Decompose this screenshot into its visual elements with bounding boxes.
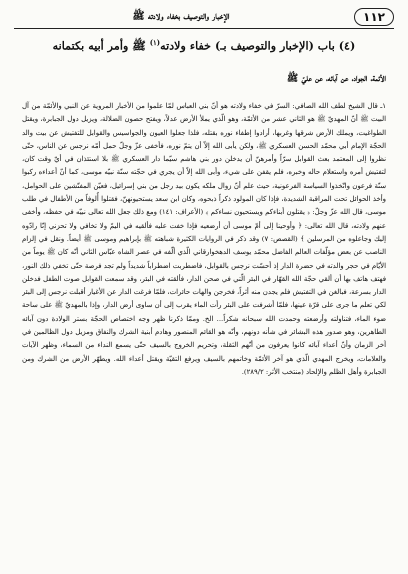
chapter-title-rest: ﷺ وأمر أبيه بكتمانه [52, 38, 146, 53]
page-header [14, 6, 394, 29]
running-title: الإخبار والتوصيف بخفاء ولادته ﷺ [132, 11, 230, 22]
chapter-title-main: (٤) باب (الإخبار والتوصيف بـ) خفاء ولادته [160, 38, 356, 53]
chapter-title [30, 38, 378, 56]
page-number: ١١٢ [354, 8, 394, 26]
imams-line: الأئمة، الجواد، عن آبائه، عن عليّ ﷺ [286, 73, 386, 84]
footnote-marker: (١) [149, 38, 161, 47]
body-paragraph: ١ـ قال الشيخ لطف الله الصافي: السرّ في خفاء ولادته هو أنّ بني العباس لمّا علموا من الأخبار المروية عن النبي والأئمّة من آل البيت ﷺ أنّ المهديّ ﷺ هو الثاني عشر من الأئمّة، وهو الّذي يملأ الأرض عدلاً، ويفتح حصون الضلالة، ويزيل دول الجبابرة، ويقتل الطواغيت، ويملك الأرض شرقها وغربها، أرادوا إطفاء نوره بقتله، فلذا جعلوا العيون والجواسيس والقوابل للتفتيش عن بيت والد الحجّة الإمام أبي محمّد الحسن العسكري ﷺ، ولكن يأبى الله إلاّ أن يتمّ نوره، فأخفى عزّ وجلّ حمل أمّه نرجس عن الناس، حتّى نظروا إلى المعتمد بعث القوابل سرّاً وأمرهنّ أن يدخلن دور بني هاشم سيّما دار العسكري ﷺ بلا استئذان في أيّ وقت كان، لتفتيش أمره واستعلام حاله وخبره، فلم يقفن على شيء، وأبى الله إلاّ أن يجري في حجّته سنّة نبيّه موسى، كما أنّ أعداءه ركبوا سنّة فرعون واتّخذوا السياسة الفرعونية، حيث علم أنّ زوال ملكه يكون بيد رجل من بني إسرائيل، فعيّن المفتّشين على الحوامل، وأخذ الحوائل تحت المراقبة الشديدة، فإذا كان المولود ذكراً ذبحوه، وكان ابن سعد يستحيونهنّ، فقتلوا أُلوفاً من الأطفال في طلب موسى، قال الله عزّ وجلّ: ﴿ يقتلون أبناءكم ويستحيون نساءكم ﴾ (الأعراف: ١٤١) ومع ذلك جعل الله تعالى نبيّه في حفظه، وأخفى عنهم ولادته، قال الله تعالى: ﴿ وأوحينا إلى أمّ موسى أن أرضعيه فإذا خفت عليه فألقيه في اليمّ ولا تخافي ولا تحزني إنّا رادّوه إليك وجاعلوه من المرسلين ﴾ (القصص: ٧) وقد ذكر في الروايات الكثيرة شباهته ﷺ بإبراهيم وموسى ﷺ أيضاً. ونقل في إلزام الناصب عن بعض مؤلّفات العالم الفاضل محمّد يوسف الدهخوارقاني الّذي ألّفه في عصر الشاه عبّاس الثاني أنّه كان ﷺ يوماً من الأيّام في حجر والدته في حضرة الدار إذ أحسّت نرجس بالقوابل، فاضطربت اضطراباً شديداً ولم تجد فرصة حتّى تخفي ذلك النور، فهتف هاتف بها أن ألقي حجّة الله القهّار في البئر الّتي في صحن الدار، فألقته في البئر، وقد سمعت القوابل صوت الطفل فدخلن الدار بسرعة، فبالغن في التفتيش فلم يجدن منه أثراً، فخرجن والهات حائرات، فلمّا فرغت الدار عن الأغيار أقبلت نرجس إلى البئر لكي تعلم ما جرى على قرّة عينها، فلمّا أشرفت على البئر رأت الماء يقرب إلى أن ساوى أرض الدار، وإذا بالمهديّ ﷺ على ساحة ضوء الماء، فتناولته وأرضعته وحمدت الله سبحانه شكراً... الخ. وممّا ذكرنا ظهر وجه اختصاص الحجّة بستر الولادة دون آبائه الطاهرين، وهو صدور هذه البشائر في شأنه دونهم، وأنّه هو القائم المنصور وهادم أبنية الشرك والنفاق ومزيل دول الظالمين في آخر الزمان وأنّ أعداء آبائه كانوا يعرفون من أنّهم الثقلة، وتحريم الخروج بالسيف حتّى يسمع النداء من السماء، وظهر الآيات والعلامات، ويخرج المهدي الّذي هو آخر الأئمّة وخاتمهم بالسيف ويرفع التقيّة ويقتل أعداء الله. ويطهّر الأرض من الشرك ومن الجبابرة وأهل الظلم والإلحاد (منتخب الأثر: ٢٨٩/٢). [22, 102, 386, 376]
body-text [22, 100, 386, 566]
